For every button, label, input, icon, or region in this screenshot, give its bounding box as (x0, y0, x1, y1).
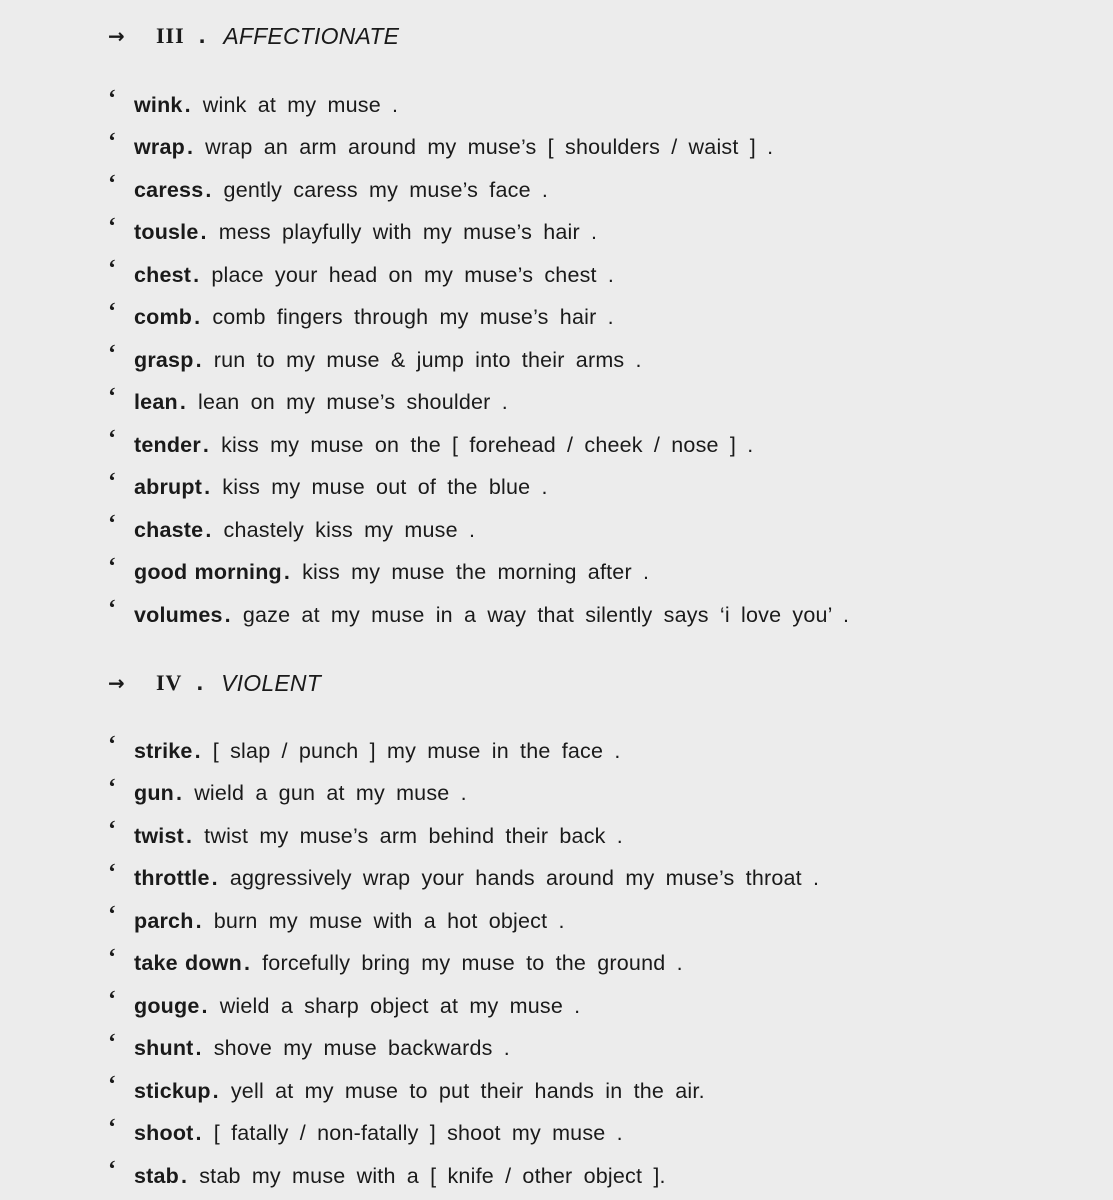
quote-bullet-icon: ‘ (108, 171, 117, 198)
item-term: tousle (134, 220, 199, 245)
section-separator: . (196, 669, 204, 696)
list-item (108, 509, 849, 552)
violent-list (108, 730, 819, 1198)
item-separator: . (283, 560, 291, 585)
section-title: VIOLENT (221, 669, 321, 696)
item-description: stab my muse with a [ knife / other object ]. (199, 1163, 666, 1188)
item-description: wield a gun at my muse . (194, 781, 467, 806)
item-separator: . (195, 908, 202, 933)
item-description: kiss my muse on the [ forehead / cheek / nose ] . (221, 432, 754, 457)
item-term: volumes (134, 602, 223, 627)
item-term: twist (134, 823, 184, 848)
item-description: chastely kiss my muse . (223, 517, 476, 542)
quote-bullet-icon: ‘ (108, 1114, 117, 1141)
quote-bullet-icon: ‘ (108, 86, 117, 113)
item-term: strike (134, 738, 193, 763)
item-separator: . (176, 781, 183, 806)
item-separator: . (195, 1036, 202, 1061)
quote-bullet-icon: ‘ (108, 902, 117, 929)
item-separator: . (212, 1078, 219, 1103)
quote-bullet-icon: ‘ (108, 511, 117, 538)
list-item (108, 254, 849, 297)
list-item (108, 815, 819, 858)
item-term: good morning (134, 560, 282, 585)
item-separator: . (194, 305, 201, 330)
list-item (108, 339, 849, 382)
item-term: tender (134, 432, 201, 457)
item-term: chest (134, 262, 192, 287)
section-numeral: IV (156, 670, 183, 695)
item-term: stab (134, 1163, 180, 1188)
section-title: AFFECTIONATE (223, 22, 400, 49)
item-separator: . (181, 1163, 188, 1188)
section-separator: . (198, 22, 206, 49)
item-term: gouge (134, 993, 200, 1018)
item-description: [ fatally / non-fatally ] shoot my muse . (213, 1121, 623, 1146)
list-item (108, 943, 819, 986)
section-header-affectionate (108, 16, 399, 56)
item-separator: . (204, 475, 211, 500)
item-separator: . (184, 92, 191, 117)
item-description: twist my muse’s arm behind their back . (204, 823, 623, 848)
item-separator: . (195, 347, 202, 372)
item-separator: . (205, 177, 212, 202)
item-description: place your head on my muse’s chest . (211, 262, 615, 287)
item-description: yell at my muse to put their hands in the air. (230, 1078, 705, 1103)
item-description: aggressively wrap your hands around my muse’s throat . (229, 866, 820, 891)
item-separator: . (200, 220, 207, 245)
item-term: shoot (134, 1121, 194, 1146)
list-item (108, 1070, 819, 1113)
quote-bullet-icon: ‘ (108, 468, 117, 495)
arrow-right-icon: → (108, 24, 125, 48)
list-item (108, 552, 849, 595)
list-item (108, 900, 819, 943)
quote-bullet-icon: ‘ (108, 256, 117, 283)
quote-bullet-icon: ‘ (108, 426, 117, 453)
list-item (108, 1113, 819, 1156)
list-item (108, 424, 849, 467)
quote-bullet-icon: ‘ (108, 553, 117, 580)
list-item (108, 382, 849, 425)
item-description: mess playfully with my muse’s hair . (218, 220, 598, 245)
list-item (108, 1155, 819, 1198)
quote-bullet-icon: ‘ (108, 732, 117, 759)
item-separator: . (193, 262, 200, 287)
item-separator: . (186, 135, 194, 160)
item-term: throttle (134, 866, 210, 891)
list-item (108, 1028, 819, 1071)
quote-bullet-icon: ‘ (108, 213, 117, 240)
item-term: lean (134, 390, 178, 415)
item-term: shunt (134, 1036, 194, 1061)
list-item (108, 84, 849, 127)
item-separator: . (211, 866, 218, 891)
item-term: caress (134, 177, 204, 202)
item-term: abrupt (134, 475, 203, 500)
list-item (108, 985, 819, 1028)
quote-bullet-icon: ‘ (108, 383, 117, 410)
quote-bullet-icon: ‘ (108, 944, 117, 971)
affectionate-list (108, 84, 849, 637)
item-description: lean on my muse’s shoulder . (198, 390, 508, 415)
quote-bullet-icon: ‘ (108, 859, 117, 886)
quote-bullet-icon: ‘ (108, 1029, 117, 1056)
item-description: wield a sharp object at my muse . (219, 993, 581, 1018)
item-description: comb fingers through my muse’s hair . (212, 305, 614, 330)
quote-bullet-icon: ‘ (108, 128, 117, 155)
list-item (108, 730, 819, 773)
item-description: wink at my muse . (202, 92, 399, 117)
list-item (108, 773, 819, 816)
item-description: burn my muse with a hot object . (213, 908, 565, 933)
list-item (108, 169, 849, 212)
section-header-violent (108, 663, 321, 703)
section-numeral: III (156, 23, 185, 48)
item-term: wrap (134, 135, 185, 160)
arrow-right-icon: → (108, 671, 125, 695)
item-term: stickup (134, 1078, 211, 1103)
item-term: gun (134, 781, 174, 806)
quote-bullet-icon: ‘ (108, 341, 117, 368)
item-term: parch (134, 908, 194, 933)
item-separator: . (205, 517, 212, 542)
item-separator: . (202, 432, 210, 457)
quote-bullet-icon: ‘ (108, 298, 117, 325)
quote-bullet-icon: ‘ (108, 1072, 117, 1099)
list-item (108, 594, 849, 637)
quote-bullet-icon: ‘ (108, 596, 117, 623)
item-description: [ slap / punch ] my muse in the face . (212, 738, 621, 763)
item-description: gaze at my muse in a way that silently says ‘i love you’ . (242, 602, 850, 627)
item-term: wink (134, 92, 183, 117)
item-term: grasp (134, 347, 194, 372)
item-separator: . (185, 823, 193, 848)
item-separator: . (179, 390, 187, 415)
item-description: kiss my muse out of the blue . (222, 475, 548, 500)
item-description: shove my muse backwards . (213, 1036, 510, 1061)
list-item (108, 212, 849, 255)
quote-bullet-icon: ‘ (108, 987, 117, 1014)
list-item (108, 127, 849, 170)
item-term: comb (134, 305, 193, 330)
item-description: forcefully bring my muse to the ground . (262, 951, 683, 976)
item-description: run to my muse & jump into their arms . (213, 347, 642, 372)
item-separator: . (243, 951, 251, 976)
list-item (108, 467, 849, 510)
item-description: wrap an arm around my muse’s [ shoulders / waist ] . (205, 135, 774, 160)
item-separator: . (201, 993, 208, 1018)
item-description: gently caress my muse’s face . (223, 177, 549, 202)
item-separator: . (195, 1121, 202, 1146)
quote-bullet-icon: ‘ (108, 817, 117, 844)
item-term: take down (134, 951, 242, 976)
quote-bullet-icon: ‘ (108, 774, 117, 801)
list-item (108, 297, 849, 340)
item-separator: . (194, 738, 201, 763)
item-term: chaste (134, 517, 204, 542)
quote-bullet-icon: ‘ (108, 1157, 117, 1184)
item-separator: . (224, 602, 231, 627)
list-item (108, 858, 819, 901)
item-description: kiss my muse the morning after . (302, 560, 650, 585)
